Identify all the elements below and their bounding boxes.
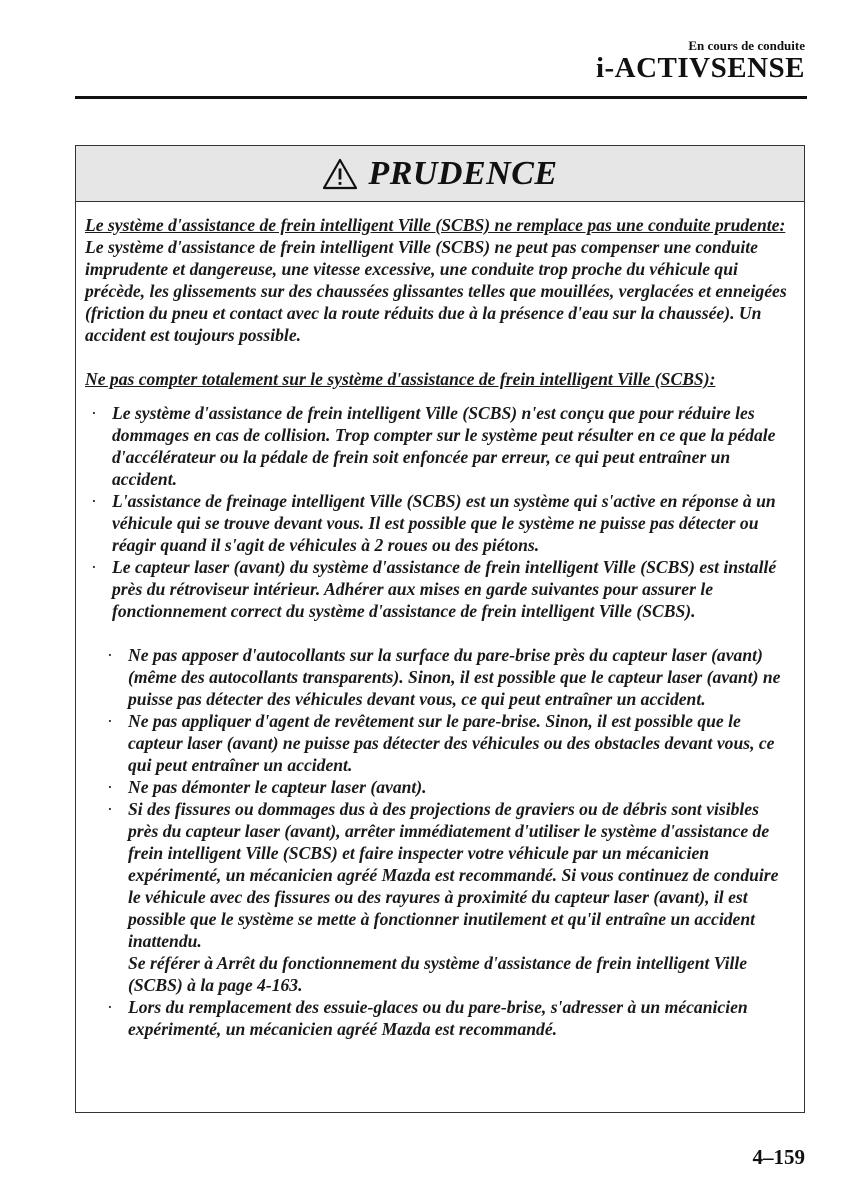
page-number: 4–159 xyxy=(752,1145,805,1169)
caution-bullet-list xyxy=(85,402,790,622)
caution-header xyxy=(76,146,804,202)
bullet-icon: · xyxy=(107,997,113,1017)
caution-sub-bullet-list xyxy=(85,644,790,1040)
caution-body xyxy=(76,202,804,1040)
list-item xyxy=(85,402,790,490)
sub-list-item-text: Ne pas apposer d'autocollants sur la surface du pare-brise près du capteur laser (avant) (même des autocollants transparents). Sinon, il est possible que le capteur laser (avant) ne puisse pas détecter des véhicules devant vous, ce qui peut entraîner un accident. xyxy=(128,645,781,709)
caution-title: PRUDENCE xyxy=(368,154,558,192)
bullet-icon: · xyxy=(91,557,97,577)
sub-list-item xyxy=(101,644,790,710)
list-item xyxy=(85,556,790,622)
sub-list-item-text: Ne pas appliquer d'agent de revêtement sur le pare-brise. Sinon, il est possible que le capteur laser (avant) ne puisse pas détecter des véhicules ou des obstacles devant vous, ce qui peut entraîner un accident. xyxy=(128,711,775,775)
sub-list-item-text: Lors du remplacement des essuie-glaces ou du pare-brise, s'adresser à un mécanicien expérimenté, un mécanicien agréé Mazda est recommandé. xyxy=(128,997,748,1039)
caution-box xyxy=(75,145,805,1113)
sub-list-item xyxy=(101,996,790,1040)
section-label: En cours de conduite xyxy=(688,38,805,53)
list-item-text: Le capteur laser (avant) du système d'assistance de frein intelligent Ville (SCBS) est installé près du rétroviseur intérieur. Adhérer aux mises en garde suivantes pour assurer le fonctionnement correct du système d'assistance de frein intelligent Ville (SCBS). xyxy=(112,557,777,621)
caution-heading-2: Ne pas compter totalement sur le système d'assistance de frein intelligent Ville (SCBS): xyxy=(85,369,716,389)
bullet-icon: · xyxy=(91,491,97,511)
list-item-text: Le système d'assistance de frein intelligent Ville (SCBS) n'est conçu que pour réduire les dommages en cas de collision. Trop compter sur le système peut résulter en ce que la pédale d'accélérateur ou la pédale de frein soit enfoncée par erreur, ce qui peut entraîner un accident. xyxy=(112,403,776,489)
sub-list-item xyxy=(101,776,790,798)
cross-reference-note: Se référer à Arrêt du fonctionnement du système d'assistance de frein intelligent Ville (SCBS) à la page 4-163. xyxy=(128,953,748,995)
sub-list-item xyxy=(101,798,790,996)
list-item xyxy=(85,490,790,556)
bullet-icon: · xyxy=(91,403,97,423)
page-title: i-ACTIVSENSE xyxy=(595,52,805,84)
sub-list-item xyxy=(101,710,790,776)
list-item-text: L'assistance de freinage intelligent Ville (SCBS) est un système qui s'active en réponse à un véhicule qui se trouve devant vous. Il est possible que le système ne puisse pas détecter ou réagir quand il s'agit de véhicules à 2 roues ou des piétons. xyxy=(112,491,776,555)
bullet-icon: · xyxy=(107,777,113,797)
sub-list-item-text: Ne pas démonter le capteur laser (avant). xyxy=(128,777,427,797)
header-divider xyxy=(75,96,807,99)
warning-triangle-icon xyxy=(322,158,358,190)
bullet-icon: · xyxy=(107,645,113,665)
sub-list-item-text: Si des fissures ou dommages dus à des projections de graviers ou de débris sont visibles près du capteur laser (avant), arrêter immédiatement d'utiliser le système d'assistance de frein intelligent Ville (SCBS) et faire inspecter votre véhicule par un mécanicien expérimenté, un mécanicien agréé Mazda est recommandé. Si vous continuez de conduire le véhicule avec des fissures ou des rayures à proximité du capteur laser (avant), il est possible que le système se mette à fonctionner inutilement et qu'il entraîne un accident inattendu. xyxy=(128,799,779,951)
caution-heading-1: Le système d'assistance de frein intelligent Ville (SCBS) ne remplace pas une conduite prudente: xyxy=(85,215,786,235)
bullet-icon: · xyxy=(107,711,113,731)
caution-paragraph-1: Le système d'assistance de frein intelligent Ville (SCBS) ne peut pas compenser une conduite imprudente et dangereuse, une vitesse excessive, une conduite trop proche du véhicule qui précède, les glissements sur des chaussées glissantes telles que mouillées, verglacées et enneigées (friction du pneu et contact avec la route réduits due à la présence d'eau sur la chaussée). Un accident est toujours possible. xyxy=(85,237,787,345)
bullet-icon: · xyxy=(107,799,113,819)
